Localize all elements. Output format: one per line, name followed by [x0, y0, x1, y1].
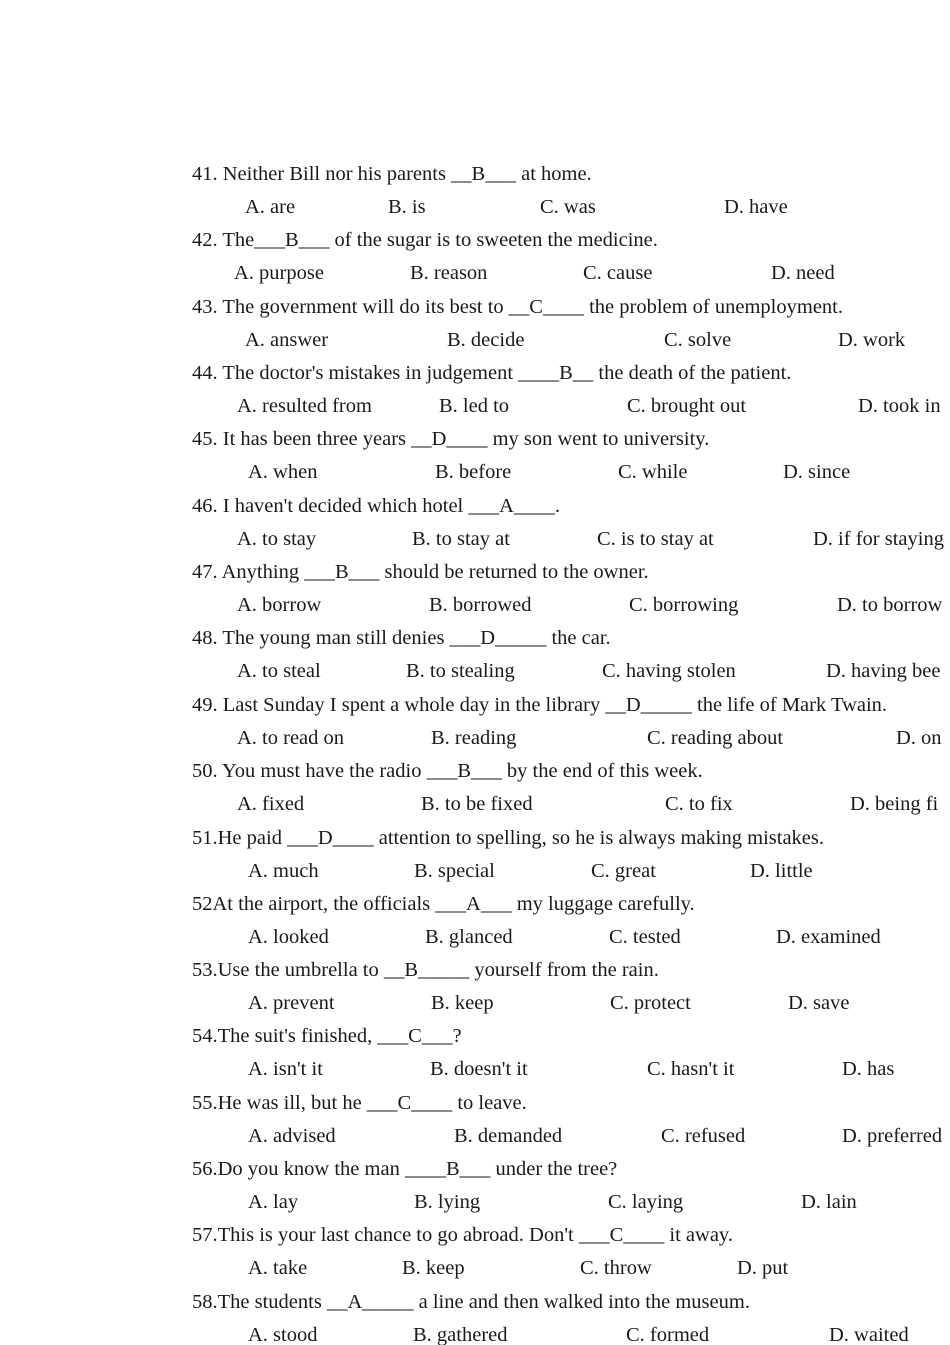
question-stem: 44. The doctor's mistakes in judgement ____B__ the death of the patient. — [192, 362, 792, 384]
question-stem: 47. Anything ___B___ should be returned to the owner. — [192, 561, 649, 583]
question-54 — [192, 1023, 950, 1089]
question-stem: 56.Do you know the man ____B___ under the tree? — [192, 1158, 618, 1180]
option-c: C. protect — [610, 992, 691, 1014]
option-c: C. tested — [609, 926, 681, 948]
option-c: C. reading about — [647, 727, 784, 749]
option-b: B. keep — [431, 992, 494, 1014]
option-c: C. having stolen — [602, 660, 736, 682]
question-52 — [192, 891, 950, 957]
option-c: C. great — [591, 860, 656, 882]
option-c: C. is to stay at — [597, 528, 714, 550]
option-a: A. borrow — [237, 594, 322, 616]
option-d: D. if for staying — [813, 528, 944, 550]
option-d: D. preferred — [842, 1125, 943, 1147]
option-b: B. reason — [410, 262, 488, 284]
option-a: A. stood — [248, 1324, 318, 1345]
option-b: B. to be fixed — [421, 793, 533, 815]
option-c: C. refused — [661, 1125, 746, 1147]
option-b: B. is — [388, 196, 426, 218]
option-d: D. took in — [858, 395, 941, 417]
option-a: A. answer — [245, 329, 329, 351]
option-d: D. having bee — [826, 660, 941, 682]
option-b: B. glanced — [425, 926, 513, 948]
question-43 — [192, 294, 950, 360]
question-stem: 52At the airport, the officials ___A___ my luggage carefully. — [192, 893, 695, 915]
question-stem: 43. The government will do its best to __C____ the problem of unemployment. — [192, 296, 843, 318]
option-c: C. was — [540, 196, 596, 218]
option-c: C. solve — [664, 329, 732, 351]
question-53 — [192, 957, 950, 1023]
question-47 — [192, 559, 950, 625]
question-stem: 41. Neither Bill nor his parents __B___ at home. — [192, 163, 592, 185]
option-b: B. reading — [431, 727, 517, 749]
option-a: A. are — [245, 196, 296, 218]
option-a: A. prevent — [248, 992, 335, 1014]
option-a: A. resulted from — [237, 395, 372, 417]
option-a: A. purpose — [234, 262, 324, 284]
option-a: A. much — [248, 860, 319, 882]
question-stem: 54.The suit's finished, ___C___? — [192, 1025, 462, 1047]
option-c: C. laying — [608, 1191, 684, 1213]
option-a: A. isn't it — [248, 1058, 323, 1080]
question-42 — [192, 227, 950, 293]
option-c: C. while — [618, 461, 688, 483]
option-b: B. before — [435, 461, 512, 483]
option-a: A. looked — [248, 926, 329, 948]
question-56 — [192, 1156, 950, 1222]
option-a: A. when — [248, 461, 318, 483]
option-d: D. save — [788, 992, 850, 1014]
option-b: B. gathered — [413, 1324, 508, 1345]
question-50 — [192, 758, 950, 824]
option-a: A. to read on — [237, 727, 345, 749]
question-55 — [192, 1090, 950, 1156]
question-stem: 49. Last Sunday I spent a whole day in the library __D_____ the life of Mark Twain. — [192, 694, 888, 716]
option-c: C. throw — [580, 1257, 652, 1279]
option-d: D. examined — [776, 926, 881, 948]
option-b: B. keep — [402, 1257, 465, 1279]
option-b: B. to stay at — [412, 528, 510, 550]
option-d: D. on — [896, 727, 942, 749]
question-46 — [192, 493, 950, 559]
question-stem: 51.He paid ___D____ attention to spelling, so he is always making mistakes. — [192, 827, 824, 849]
option-b: B. borrowed — [429, 594, 532, 616]
option-a: A. to stay — [237, 528, 317, 550]
option-d: D. need — [771, 262, 835, 284]
question-49 — [192, 692, 950, 758]
question-stem: 50. You must have the radio ___B___ by the end of this week. — [192, 760, 703, 782]
question-stem: 48. The young man still denies ___D_____ the car. — [192, 627, 611, 649]
option-c: C. borrowing — [629, 594, 739, 616]
option-b: B. special — [414, 860, 495, 882]
question-41 — [192, 161, 950, 227]
option-b: B. doesn't it — [430, 1058, 528, 1080]
question-stem: 46. I haven't decided which hotel ___A____. — [192, 495, 561, 517]
option-c: C. to fix — [665, 793, 733, 815]
option-d: D. have — [724, 196, 788, 218]
option-a: A. advised — [248, 1125, 336, 1147]
option-a: A. lay — [248, 1191, 299, 1213]
question-stem: 53.Use the umbrella to __B_____ yourself from the rain. — [192, 959, 659, 981]
option-d: D. waited — [829, 1324, 909, 1345]
option-b: B. led to — [439, 395, 510, 417]
option-b: B. to stealing — [406, 660, 515, 682]
question-stem: 45. It has been three years __D____ my son went to university. — [192, 428, 710, 450]
question-45 — [192, 426, 950, 492]
option-d: D. work — [838, 329, 906, 351]
option-c: C. cause — [583, 262, 653, 284]
question-44 — [192, 360, 950, 426]
question-stem: 42. The___B___ of the sugar is to sweeten the medicine. — [192, 229, 658, 251]
question-stem: 57.This is your last chance to go abroad. Don't ___C____ it away. — [192, 1224, 733, 1246]
option-a: A. take — [248, 1257, 308, 1279]
question-stem: 55.He was ill, but he ___C____ to leave. — [192, 1092, 527, 1114]
option-d: D. has — [842, 1058, 895, 1080]
question-stem: 58.The students __A_____ a line and then walked into the museum. — [192, 1291, 750, 1313]
option-b: B. decide — [447, 329, 525, 351]
option-b: B. demanded — [454, 1125, 563, 1147]
question-57 — [192, 1222, 950, 1288]
question-48 — [192, 625, 950, 691]
option-c: C. brought out — [627, 395, 747, 417]
option-d: D. lain — [801, 1191, 857, 1213]
option-d: D. put — [737, 1257, 789, 1279]
question-58 — [192, 1289, 950, 1345]
option-b: B. lying — [414, 1191, 481, 1213]
question-51 — [192, 825, 950, 891]
option-d: D. to borrow — [837, 594, 943, 616]
option-a: A. to steal — [237, 660, 321, 682]
option-d: D. little — [750, 860, 813, 882]
option-c: C. formed — [626, 1324, 710, 1345]
option-d: D. since — [783, 461, 851, 483]
option-c: C. hasn't it — [647, 1058, 735, 1080]
option-d: D. being fi — [850, 793, 939, 815]
option-a: A. fixed — [237, 793, 305, 815]
